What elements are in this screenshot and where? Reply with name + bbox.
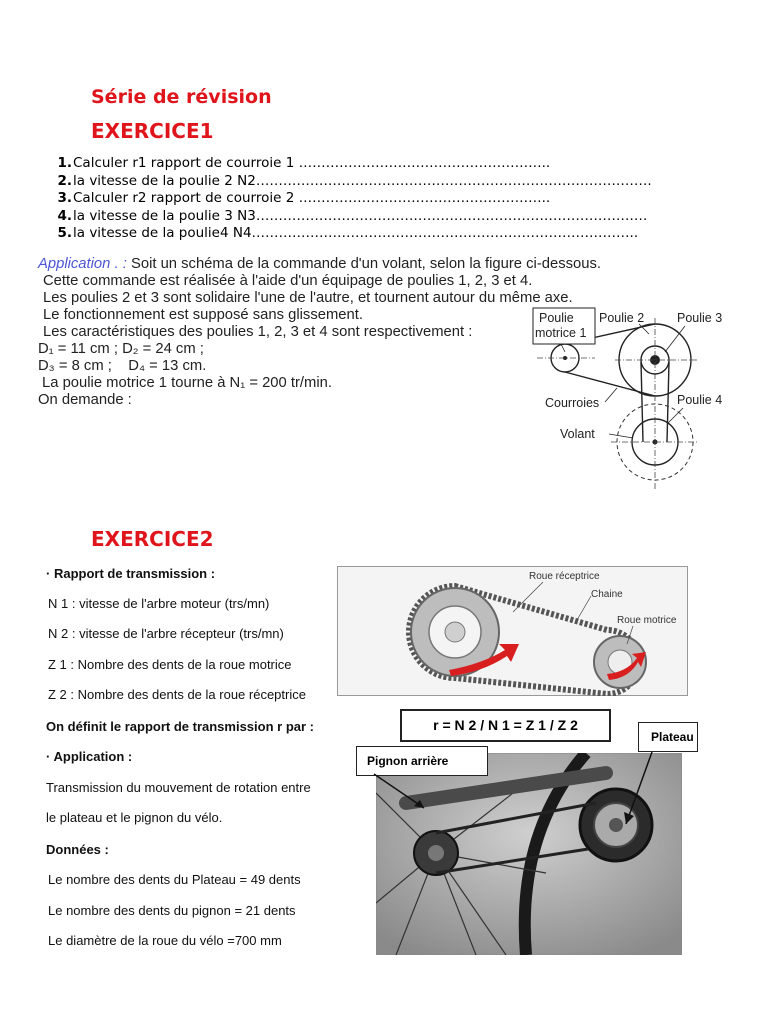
question-number: 3. (57, 190, 72, 207)
label-roue-motrice: Roue motrice (617, 615, 677, 626)
question-item (55, 208, 652, 226)
question-text: Calculer r1 rapport de courroie 1 ……………………………………………….. (73, 155, 551, 171)
application-line: D₁ = 11 cm ; D₂ = 24 cm ; (38, 341, 204, 357)
application-line: Cette commande est réalisée à l'aide d'un équipage de poulies 1, 2, 3 et 4. (43, 273, 533, 289)
label-roue-receptrice: Roue réceptrice (529, 571, 600, 582)
application-line: Le fonctionnement est supposé sans glissement. (43, 307, 363, 323)
question-text: la vitesse de la poulie4 N4………………………………………………………………………….. (73, 225, 639, 242)
rapport-transmission-title (46, 566, 215, 581)
question-item (55, 190, 652, 208)
callout-plateau: Plateau (638, 722, 698, 752)
donnee-line: Le nombre des dents du Plateau = 49 dents (48, 872, 301, 887)
label-courroies: Courroies (545, 396, 600, 410)
label-poulie-3: Poulie 3 (677, 311, 723, 325)
application-intro (38, 256, 601, 273)
callout-arrow-pignon (370, 772, 430, 812)
donnees-title: Données : (46, 842, 109, 857)
application-body (43, 273, 573, 341)
application-line: Les poulies 2 et 3 sont solidaire l'une de l'autre, et tournent autour du même axe. (43, 290, 573, 306)
page-title: Série de révision (91, 86, 272, 108)
application-data (38, 341, 332, 409)
callout-pignon-arriere: Pignon arrière (356, 746, 488, 776)
formula-box: r = N 2 / N 1 = Z 1 / Z 2 (400, 709, 611, 742)
label-poulie-2: Poulie 2 (599, 311, 645, 325)
question-text: Calculer r2 rapport de courroie 2 ……………………………………………….. (73, 190, 551, 207)
pulley-diagram (505, 300, 755, 495)
question-number: 4. (57, 207, 72, 224)
bullet-icon: · (46, 749, 51, 764)
application-label: Application . : (38, 256, 127, 272)
callout-arrow-plateau (612, 750, 662, 830)
question-number: 1. (57, 155, 72, 171)
donnee-line: Le diamètre de la roue du vélo =700 mm (48, 933, 282, 948)
question-number: 5. (57, 225, 72, 242)
exercise1-title: EXERCICE1 (91, 119, 214, 143)
question-item (55, 173, 652, 191)
application-line: Les caractéristiques des poulies 1, 2, 3 et 4 sont respectivement : (43, 324, 473, 340)
application2-line: Transmission du mouvement de rotation entre (46, 780, 311, 795)
label-poulie-4: Poulie 4 (677, 393, 723, 407)
question-text: la vitesse de la poulie 3 N3…………………………………………………………………………… (73, 207, 648, 224)
definition-line: Z 1 : Nombre des dents de la roue motrice (48, 657, 292, 672)
bullet-icon: · (46, 566, 51, 581)
definition-line: N 2 : vitesse de l'arbre récepteur (trs/mn) (48, 626, 284, 641)
application-line: La poulie motrice 1 tourne à N₁ = 200 tr/min. (42, 375, 332, 391)
rapport-transmission-text: Rapport de transmission : (53, 566, 216, 581)
definition-sentence: On définit le rapport de transmission r par : (46, 719, 314, 734)
label-poulie-motrice-2: motrice 1 (535, 326, 587, 340)
chain-diagram (337, 566, 688, 696)
belt-2-right (667, 362, 669, 442)
question-item (55, 225, 652, 243)
label-chaine: Chaine (591, 589, 623, 600)
application-line: D₃ = 8 cm ; D₄ = 13 cm. (38, 358, 207, 374)
exercise2-title: EXERCICE2 (91, 527, 214, 551)
definition-line: Z 2 : Nombre des dents de la roue réceptrice (48, 687, 306, 702)
label-poulie-motrice-1: Poulie (539, 311, 574, 325)
application2-text: Application : (53, 749, 133, 764)
application-intro-text: Soit un schéma de la commande d'un volant, selon la figure ci-dessous. (130, 256, 601, 272)
application2-line: le plateau et le pignon du vélo. (46, 810, 223, 825)
exercise1-question-list (55, 155, 652, 243)
belt-2-left (641, 362, 643, 442)
question-number: 2. (57, 172, 72, 189)
question-item (55, 155, 652, 173)
label-volant: Volant (560, 427, 595, 441)
definition-line: N 1 : vitesse de l'arbre moteur (trs/mn) (48, 596, 270, 611)
application-line: On demande : (38, 392, 132, 408)
donnee-line: Le nombre des dents du pignon = 21 dents (48, 903, 296, 918)
application2-title (46, 749, 132, 764)
question-text: la vitesse de la poulie 2 N2……………………………………………………………………………. (73, 172, 652, 189)
